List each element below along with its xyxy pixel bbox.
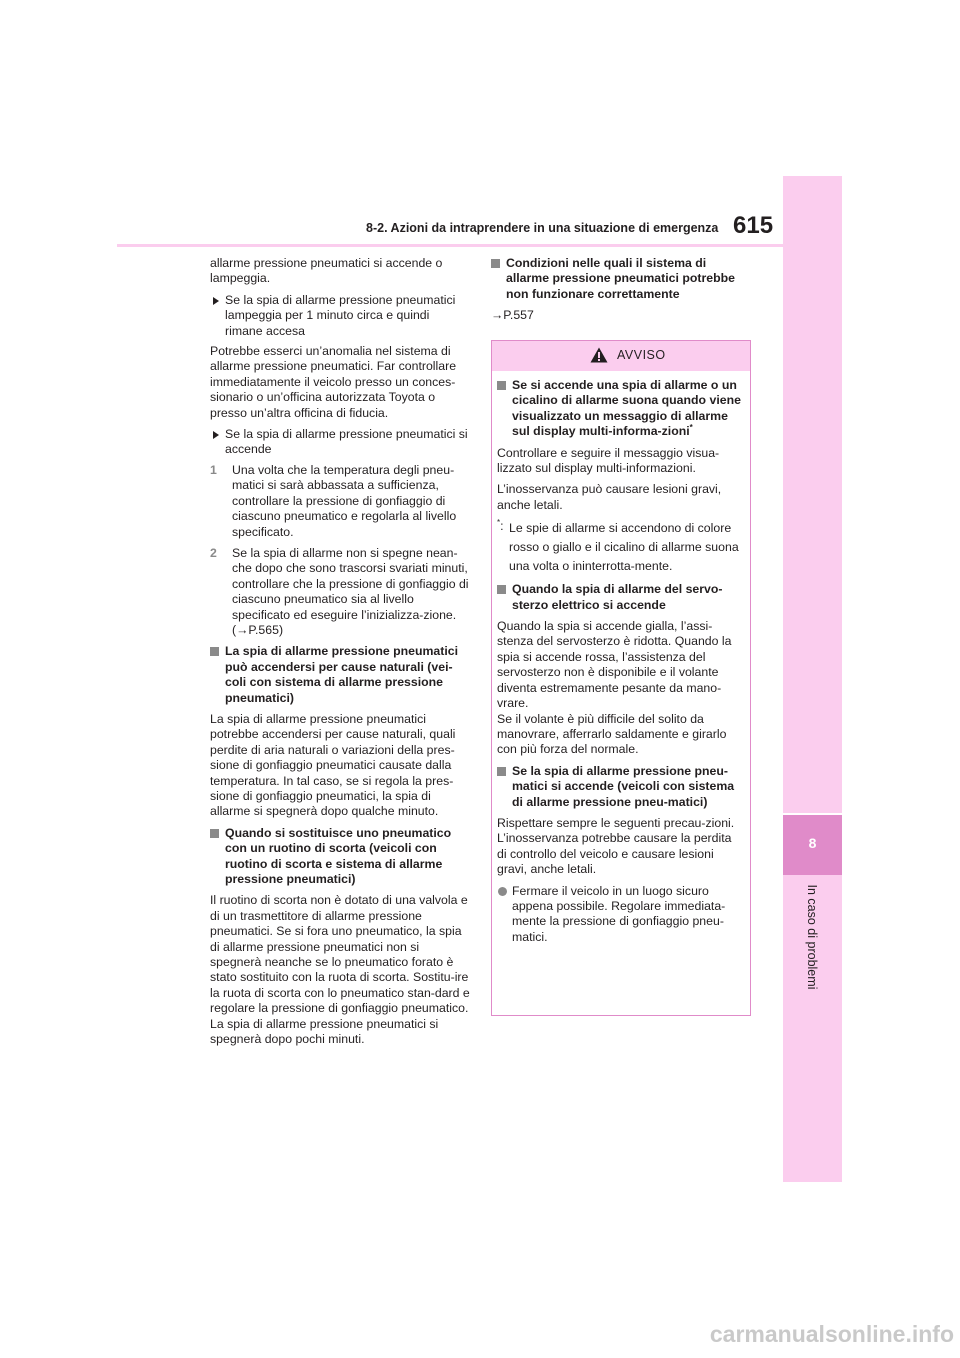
subheading: La spia di allarme pressione pneumatici può accendersi per cause naturali (vei-coli con sistema di allarme pressione pneumatici) xyxy=(210,644,470,706)
warning-triangle-icon xyxy=(590,347,608,363)
paragraph: Quando la spia si accende gialla, l’assi-stenza del servosterzo è ridotta. Quando la spia si accende rossa, l’assistenza del servosterzo non è disponibile e il volante diventa estremamente pesante da mano-vrare. xyxy=(497,619,732,711)
left-column xyxy=(210,256,470,1054)
section-title: 8-2. Azioni da intraprendere in una situazione di emergenza xyxy=(366,221,719,235)
round-bullet-item: Fermare il veicolo in un luogo sicuro appena possibile. Regolare immediata-mente la pressione di gonfiaggio pneu-matici. xyxy=(497,884,743,946)
footnote-marker: * xyxy=(689,423,693,433)
square-bullet-icon xyxy=(497,767,506,776)
step-number: 2 xyxy=(210,545,217,560)
subheading: Quando la spia di allarme del servo-sterzo elettrico si accende xyxy=(497,582,743,613)
square-bullet-icon xyxy=(210,647,219,656)
step-text: Una volta che la temperatura degli pneu-matici si sarà abbassata a sufficienza, controllare la pressione di gonfiaggio di ciascuno pneumatico e regolarla al livello specificato. xyxy=(232,462,457,539)
step-item xyxy=(210,546,470,638)
square-bullet-icon xyxy=(497,585,506,594)
paragraph: Se il volante è più difficile del solito da manovrare, afferrarlo saldamente e girarlo con più forza del normale. xyxy=(497,711,727,757)
paragraph: allarme pressione pneumatici si accende o lampeggia. xyxy=(210,256,443,286)
warning-title: AVVISO xyxy=(617,348,666,362)
subheading: Condizioni nelle quali il sistema di allarme pressione pneumatici potrebbe non funzionare correttamente xyxy=(491,256,751,302)
chapter-title: In caso di problemi xyxy=(805,884,819,990)
paragraph: Rispettare sempre le seguenti precau-zioni. L’inosservanza potrebbe causare la perdita di controllo del veicolo e causare lesioni gravi, anche letali. xyxy=(497,815,735,877)
triangle-bullet: Se la spia di allarme pressione pneumatici si accende xyxy=(210,427,470,458)
chapter-side-tab xyxy=(783,176,842,1182)
footnote xyxy=(497,519,743,576)
subheading: Quando si sostituisce uno pneumatico con un ruotino di scorta (veicoli con ruotino di scorta e sistema di allarme pressione pneumatici) xyxy=(210,826,470,888)
step-number: 1 xyxy=(210,462,217,477)
square-bullet-icon xyxy=(491,259,500,268)
page-reference-link[interactable]: →P.557 xyxy=(491,308,534,323)
warning-body xyxy=(497,378,743,951)
footnote-mark: * xyxy=(497,518,501,528)
paragraph: Il ruotino di scorta non è dotato di una valvola e di un trasmettitore di allarme pressione pneumatici. Se si fora uno pneumatico, la spia di allarme pressione pneumatici non si spegnerà neanche se lo pneumatico forato è stato sostituito con la ruota di scorta. Sostitu-ire la ruota di scorta con lo pneumatico stan-dard e regolare la pressione di gonfiaggio pneumatico. La spia di allarme pressione pneumatici si spegnerà dopo pochi minuti. xyxy=(210,893,470,1047)
square-bullet-icon xyxy=(497,381,506,390)
warning-box xyxy=(491,340,751,1016)
warning-header xyxy=(492,341,750,371)
paragraph: La spia di allarme pressione pneumatici potrebbe accendersi per cause naturali, quali perdite di aria naturali o variazioni della pres-sione di gonfiaggio pneumatici causate dalla temperatura. In tal caso, se si regola la pres-sione di gonfiaggio pneumatici, la spia di allarme si spegnerà dopo qualche minuto. xyxy=(210,711,456,819)
footnote-colon: : xyxy=(500,519,504,534)
paragraph: Controllare e seguire il messaggio visua-lizzato sul display multi-informazioni. xyxy=(497,445,720,476)
triangle-bullet: Se la spia di allarme pressione pneumatici lampeggia per 1 minuto circa e quindi rimane accesa xyxy=(210,293,470,339)
paragraph: Potrebbe esserci un’anomalia nel sistema di allarme pressione pneumatici. Far controllare immediatamente il veicolo presso un conces-sionario o un’officina autorizzata Toyota o presso un’altra officina di fiducia. xyxy=(210,344,457,420)
square-bullet-icon xyxy=(210,829,219,838)
subheading: Se si accende una spia di allarme o un cicalino di allarme suona quando viene visualizzato un messaggio di allarme sul display multi-informa-zioni* xyxy=(497,378,743,440)
subheading: Se la spia di allarme pressione pneu-matici si accende (veicoli con sistema di allarme pressione pneu-matici) xyxy=(497,764,743,810)
footnote-text: Le spie di allarme si accendono di colore rosso o giallo e il cicalino di allarme suona una volta o ininterrotta-mente. xyxy=(509,521,739,574)
chapter-number: 8 xyxy=(808,835,817,851)
header-rule xyxy=(117,244,783,247)
watermark: carmanualsonline.info xyxy=(709,1321,954,1347)
step-item xyxy=(210,463,470,540)
step-text: Se la spia di allarme non si spegne nean-che dopo che sono trascorsi svariati minuti, controllare che la pressione di gonfiaggio di ciascuno pneumatico sia al livello specificato ed eseguire l’inizializza-zione. (→P.565) xyxy=(232,545,469,637)
round-bullet-icon xyxy=(498,887,507,896)
paragraph: L’inosservanza può causare lesioni gravi, anche letali. xyxy=(497,482,722,512)
right-column xyxy=(491,256,751,330)
page-number: 615 xyxy=(733,212,774,239)
